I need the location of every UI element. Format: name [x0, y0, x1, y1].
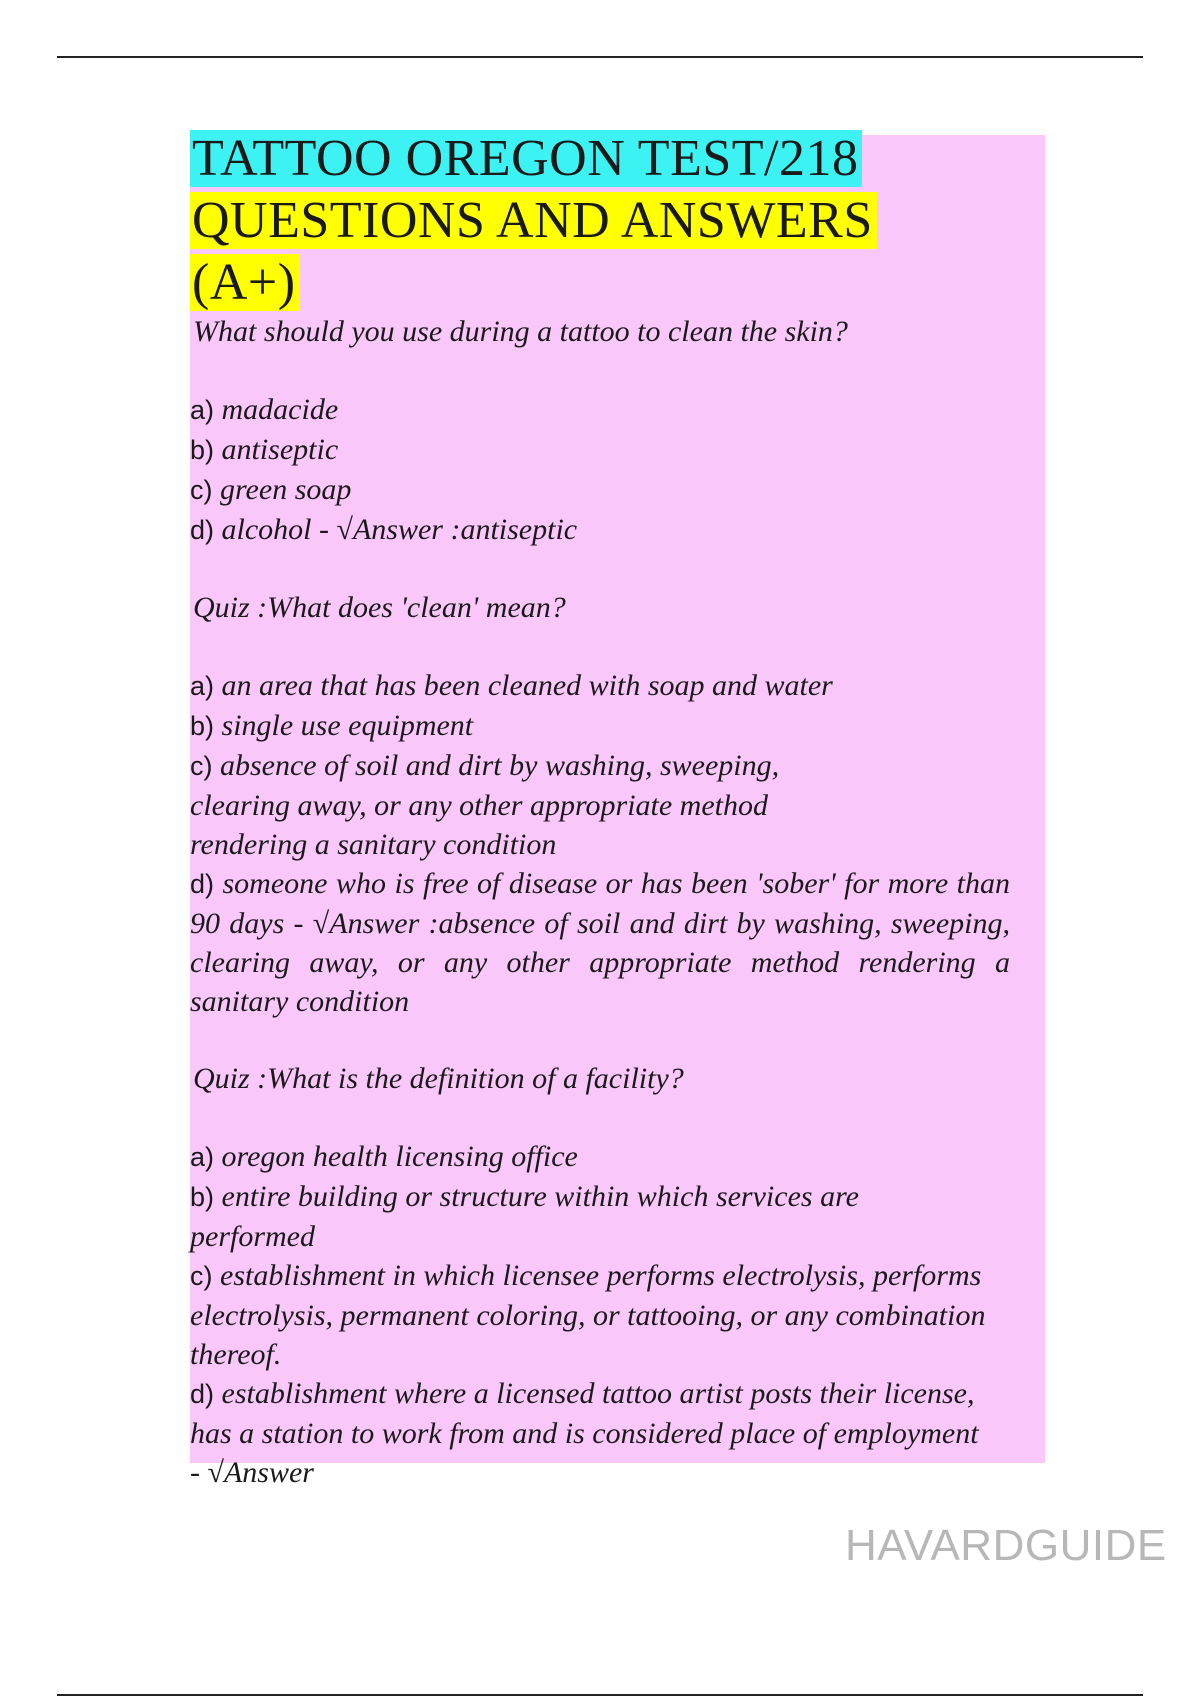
option-d [190, 1374, 990, 1492]
question-1 [190, 312, 1020, 550]
option-b [190, 706, 1020, 746]
question-2 [190, 588, 1020, 1021]
question-prompt: Quiz :What does 'clean' mean? [193, 591, 566, 624]
option-text: alcohol - √Answer :antiseptic [214, 513, 578, 546]
option-c [190, 1256, 1030, 1374]
question-prompt: Quiz :What is the definition of a facility? [193, 1062, 684, 1095]
option-a [190, 1137, 1020, 1177]
option-letter: c) [190, 751, 213, 781]
option-letter: a) [190, 671, 215, 701]
option-text: establishment in which licensee performs electrolysis, performs electrolysis, permanent coloring, or tattooing, or any combination thereof. [190, 1259, 986, 1371]
option-b [190, 430, 1020, 470]
question-prompt: What should you use during a tattoo to clean the skin? [193, 315, 848, 348]
option-letter: b) [190, 711, 215, 741]
option-text: single use equipment [214, 709, 474, 742]
title-line-1: TATTOO OREGON TEST/218 [190, 130, 862, 187]
option-list [190, 1137, 1020, 1492]
top-rule [57, 56, 1143, 58]
option-c [190, 470, 1020, 510]
question-3 [190, 1059, 1020, 1492]
option-letter: b) [190, 435, 215, 465]
option-letter: d) [190, 869, 215, 899]
option-text: madacide [214, 393, 339, 426]
option-text: an area that has been cleaned with soap and water [214, 669, 833, 702]
bottom-rule [57, 1694, 1143, 1696]
option-b [190, 1177, 940, 1256]
option-d [190, 510, 1020, 550]
watermark: HAVARDGUIDE [845, 1521, 1167, 1570]
option-text: antiseptic [214, 433, 339, 466]
option-letter: a) [190, 395, 215, 425]
title-line-2: QUESTIONS AND ANSWERS [190, 192, 877, 249]
option-letter: b) [190, 1182, 215, 1212]
option-letter: d) [190, 1379, 215, 1409]
option-text: establishment where a licensed tattoo artist posts their license, has a station to work from and is considered place of employment - √Answer [190, 1377, 979, 1489]
option-a [190, 390, 1020, 430]
option-list [190, 666, 1020, 1021]
option-c [190, 746, 850, 864]
option-letter: c) [190, 1261, 213, 1291]
option-a [190, 666, 1020, 706]
option-text: oregon health licensing office [214, 1140, 578, 1173]
option-letter: a) [190, 1142, 215, 1172]
option-text: entire building or structure within which services are performed [190, 1180, 859, 1253]
title-line-3: (A+) [190, 254, 300, 311]
option-text: green soap [212, 473, 352, 506]
option-text: someone who is free of disease or has been 'sober' for more than 90 days - √Answer :absence of soil and dirt by washing, sweeping, clearing away, or any other appropriate method rendering a sanitary condition [190, 867, 1010, 1018]
option-text: absence of soil and dirt by washing, sweeping, clearing away, or any other appropriate method rendering a sanitary condition [190, 749, 780, 861]
option-list [190, 390, 1020, 550]
option-d [190, 864, 1010, 1021]
option-letter: d) [190, 515, 215, 545]
question-list [190, 312, 1020, 1530]
option-letter: c) [190, 475, 213, 505]
document-title [190, 128, 1050, 314]
